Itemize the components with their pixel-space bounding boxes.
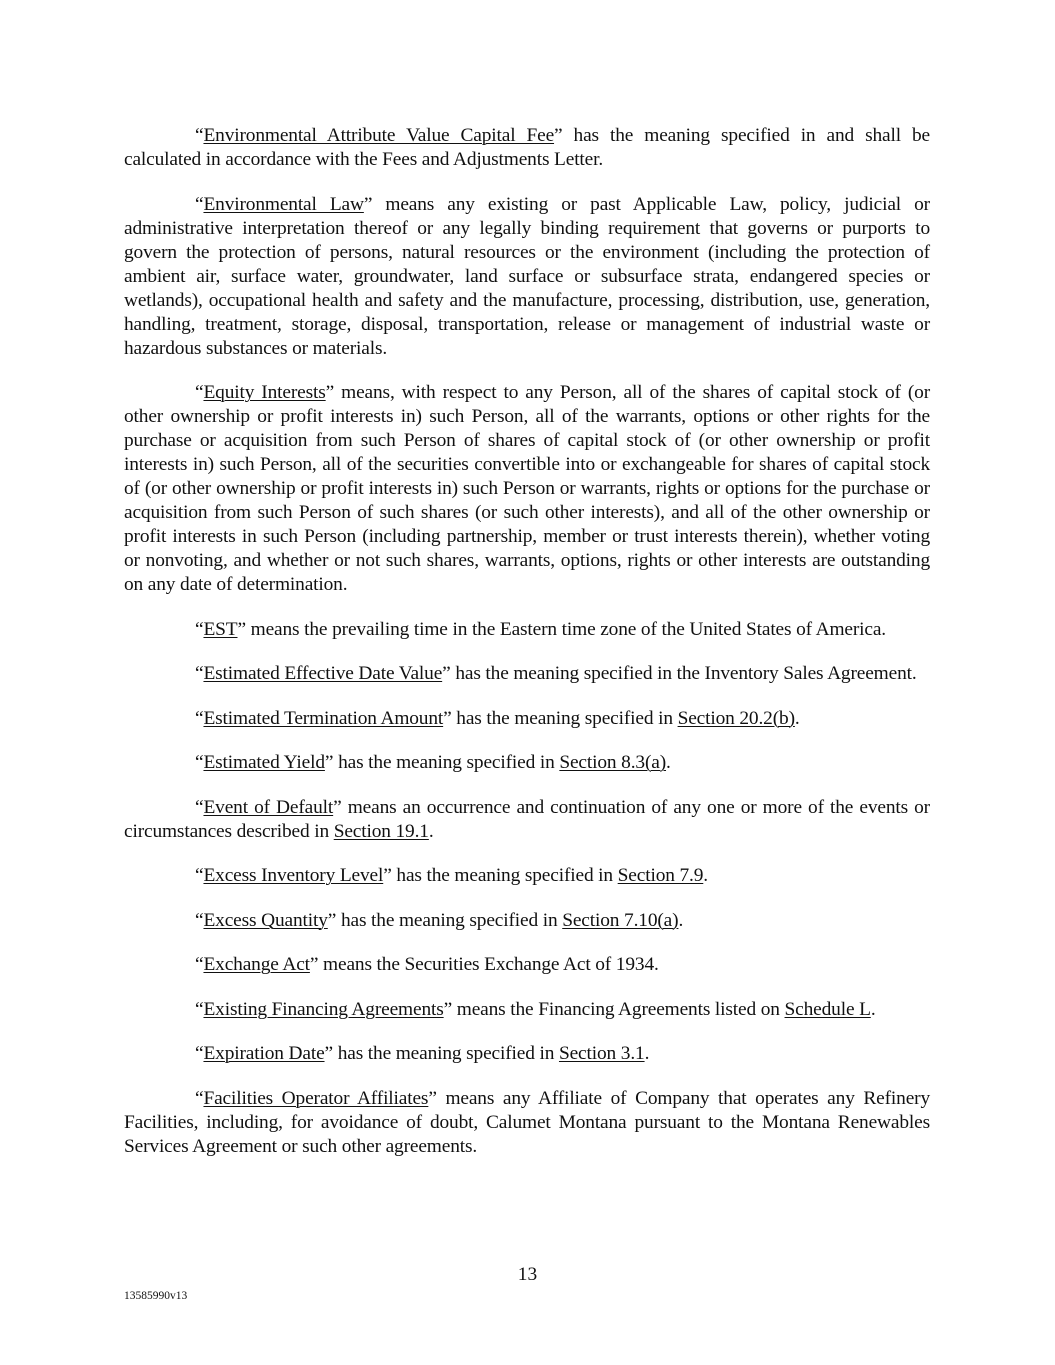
defined-term: Estimated Termination Amount bbox=[203, 707, 444, 729]
section-reference: Section 20.2(b) bbox=[677, 707, 795, 729]
definition-paragraph bbox=[124, 707, 930, 731]
defined-term: Excess Inventory Level bbox=[203, 865, 384, 886]
defined-term: Exchange Act bbox=[203, 954, 310, 975]
close-quote: ” bbox=[428, 1087, 437, 1109]
definition-text: . bbox=[870, 998, 876, 1020]
definition-paragraph bbox=[124, 662, 930, 686]
definition-paragraph bbox=[124, 864, 930, 888]
section-reference: Schedule L bbox=[784, 998, 871, 1020]
definition-text: has the meaning specified in bbox=[333, 752, 560, 773]
open-quote: “ bbox=[195, 1043, 204, 1064]
definition-text: . bbox=[794, 707, 800, 729]
defined-term: Excess Quantity bbox=[203, 909, 328, 931]
definitions-list bbox=[124, 124, 930, 1159]
definition-text: means, with respect to any Person, all of the shares of capital stock of (or other ownership or profit interests in) such Person, all of the warrants, options or other rights for the purchase or acquisition from such Person of shares of capital stock of (or other ownership or profit interests in) such Person, all of the securities convertible into or exchangeable for shares of capital stock of (or other ownership or profit interests in) such Person or warrants, rights or options for the purchase or acquisition from such Person of such shares (or such other interests), and all of the other ownership or profit interests in such Person (including partnership, member or trust interests therein), whether voting or nonvoting, and whether or not such shares, warrants, options, rights or other interests are outstanding on any date of determination. bbox=[124, 382, 931, 595]
definition-text: means any existing or past Applicable Law, policy, judicial or administrative interpretation thereof or any legally binding requirement that governs or purports to govern the protection of persons, natural resources or the environment (including the protection of ambient air, surface water, groundwater, land surface or subsurface strata, endangered species or wetlands), occupational health and safety and the manufacture, processing, distribution, use, generation, handling, treatment, storage, disposal, transportation, release or management of industrial waste or hazardous substances or materials. bbox=[124, 193, 930, 359]
section-reference: Section 3.1 bbox=[558, 1043, 645, 1064]
open-quote: “ bbox=[195, 1087, 204, 1109]
definition-text: has the meaning specified in and shall be calculated in accordance with the Fees and Adjustments Letter. bbox=[124, 125, 931, 170]
definition-paragraph bbox=[124, 618, 930, 642]
definition-paragraph bbox=[124, 909, 930, 933]
defined-term: Expiration Date bbox=[203, 1043, 325, 1064]
definition-text: means the prevailing time in the Eastern time zone of the United States of America. bbox=[245, 618, 886, 640]
definition-paragraph bbox=[124, 124, 930, 172]
defined-term: Estimated Yield bbox=[203, 752, 325, 773]
definition-paragraph bbox=[124, 998, 930, 1022]
definition-text: . bbox=[678, 909, 684, 931]
close-quote: ” bbox=[383, 865, 392, 886]
open-quote: “ bbox=[195, 707, 204, 729]
definition-text: has the meaning specified in the Inventory Sales Agreement. bbox=[450, 663, 917, 684]
definition-text: . bbox=[428, 820, 434, 842]
defined-term: Equity Interests bbox=[203, 382, 326, 403]
open-quote: “ bbox=[195, 796, 204, 818]
document-id: 13585990v13 bbox=[124, 1290, 188, 1302]
open-quote: “ bbox=[195, 382, 204, 403]
definition-text: . bbox=[703, 865, 708, 886]
defined-term: Estimated Effective Date Value bbox=[203, 663, 443, 684]
open-quote: “ bbox=[195, 998, 204, 1020]
definition-text: means an occurrence and continuation of any one or more of the events or circumstances described in bbox=[124, 796, 930, 842]
close-quote: ” bbox=[237, 618, 246, 640]
close-quote: ” bbox=[442, 663, 451, 684]
open-quote: “ bbox=[195, 618, 204, 640]
definition-text: has the meaning specified in bbox=[451, 707, 678, 729]
definition-paragraph bbox=[124, 751, 930, 775]
definition-text: has the meaning specified in bbox=[336, 909, 563, 931]
definition-paragraph bbox=[124, 1042, 930, 1066]
open-quote: “ bbox=[195, 909, 204, 931]
definition-text: has the meaning specified in bbox=[391, 865, 618, 886]
close-quote: ” bbox=[363, 193, 373, 215]
open-quote: “ bbox=[195, 865, 204, 886]
close-quote: ” bbox=[554, 125, 563, 146]
close-quote: ” bbox=[325, 382, 335, 403]
defined-term: Event of Default bbox=[203, 796, 334, 818]
defined-term: Environmental Law bbox=[203, 193, 364, 215]
definition-text: means any Affiliate of Company that operates any Refinery Facilities, including, for avoidance of doubt, Calumet Montana pursuant to the Montana Renewables Services Agreement or such other agreements. bbox=[124, 1087, 931, 1157]
open-quote: “ bbox=[195, 954, 204, 975]
definition-paragraph bbox=[124, 796, 930, 844]
open-quote: “ bbox=[195, 663, 204, 684]
definition-text: means the Financing Agreements listed on bbox=[452, 998, 785, 1020]
close-quote: ” bbox=[324, 1043, 333, 1064]
close-quote: ” bbox=[327, 909, 337, 931]
defined-term: Facilities Operator Affiliates bbox=[203, 1087, 429, 1109]
defined-term: EST bbox=[203, 618, 238, 640]
definition-text: has the meaning specified in bbox=[333, 1043, 559, 1064]
document-page bbox=[124, 124, 930, 1179]
section-reference: Section 7.10(a) bbox=[562, 909, 679, 931]
definition-text: . bbox=[666, 752, 671, 773]
close-quote: ” bbox=[443, 998, 453, 1020]
definition-paragraph bbox=[124, 1087, 930, 1159]
definition-paragraph bbox=[124, 953, 930, 977]
close-quote: ” bbox=[324, 752, 334, 773]
close-quote: ” bbox=[309, 954, 319, 975]
section-reference: Section 8.3(a) bbox=[559, 752, 667, 773]
open-quote: “ bbox=[195, 193, 204, 215]
open-quote: “ bbox=[195, 125, 204, 146]
defined-term: Existing Financing Agreements bbox=[203, 998, 444, 1020]
close-quote: ” bbox=[333, 796, 342, 818]
section-reference: Section 19.1 bbox=[333, 820, 429, 842]
definition-paragraph bbox=[124, 193, 930, 361]
section-reference: Section 7.9 bbox=[617, 865, 704, 886]
definition-text: means the Securities Exchange Act of 1934. bbox=[318, 954, 659, 975]
close-quote: ” bbox=[443, 707, 452, 729]
definition-paragraph bbox=[124, 381, 930, 597]
definition-text: . bbox=[644, 1043, 650, 1064]
open-quote: “ bbox=[195, 752, 204, 773]
page-number: 13 bbox=[517, 1264, 538, 1285]
defined-term: Environmental Attribute Value Capital Fee bbox=[203, 125, 555, 146]
